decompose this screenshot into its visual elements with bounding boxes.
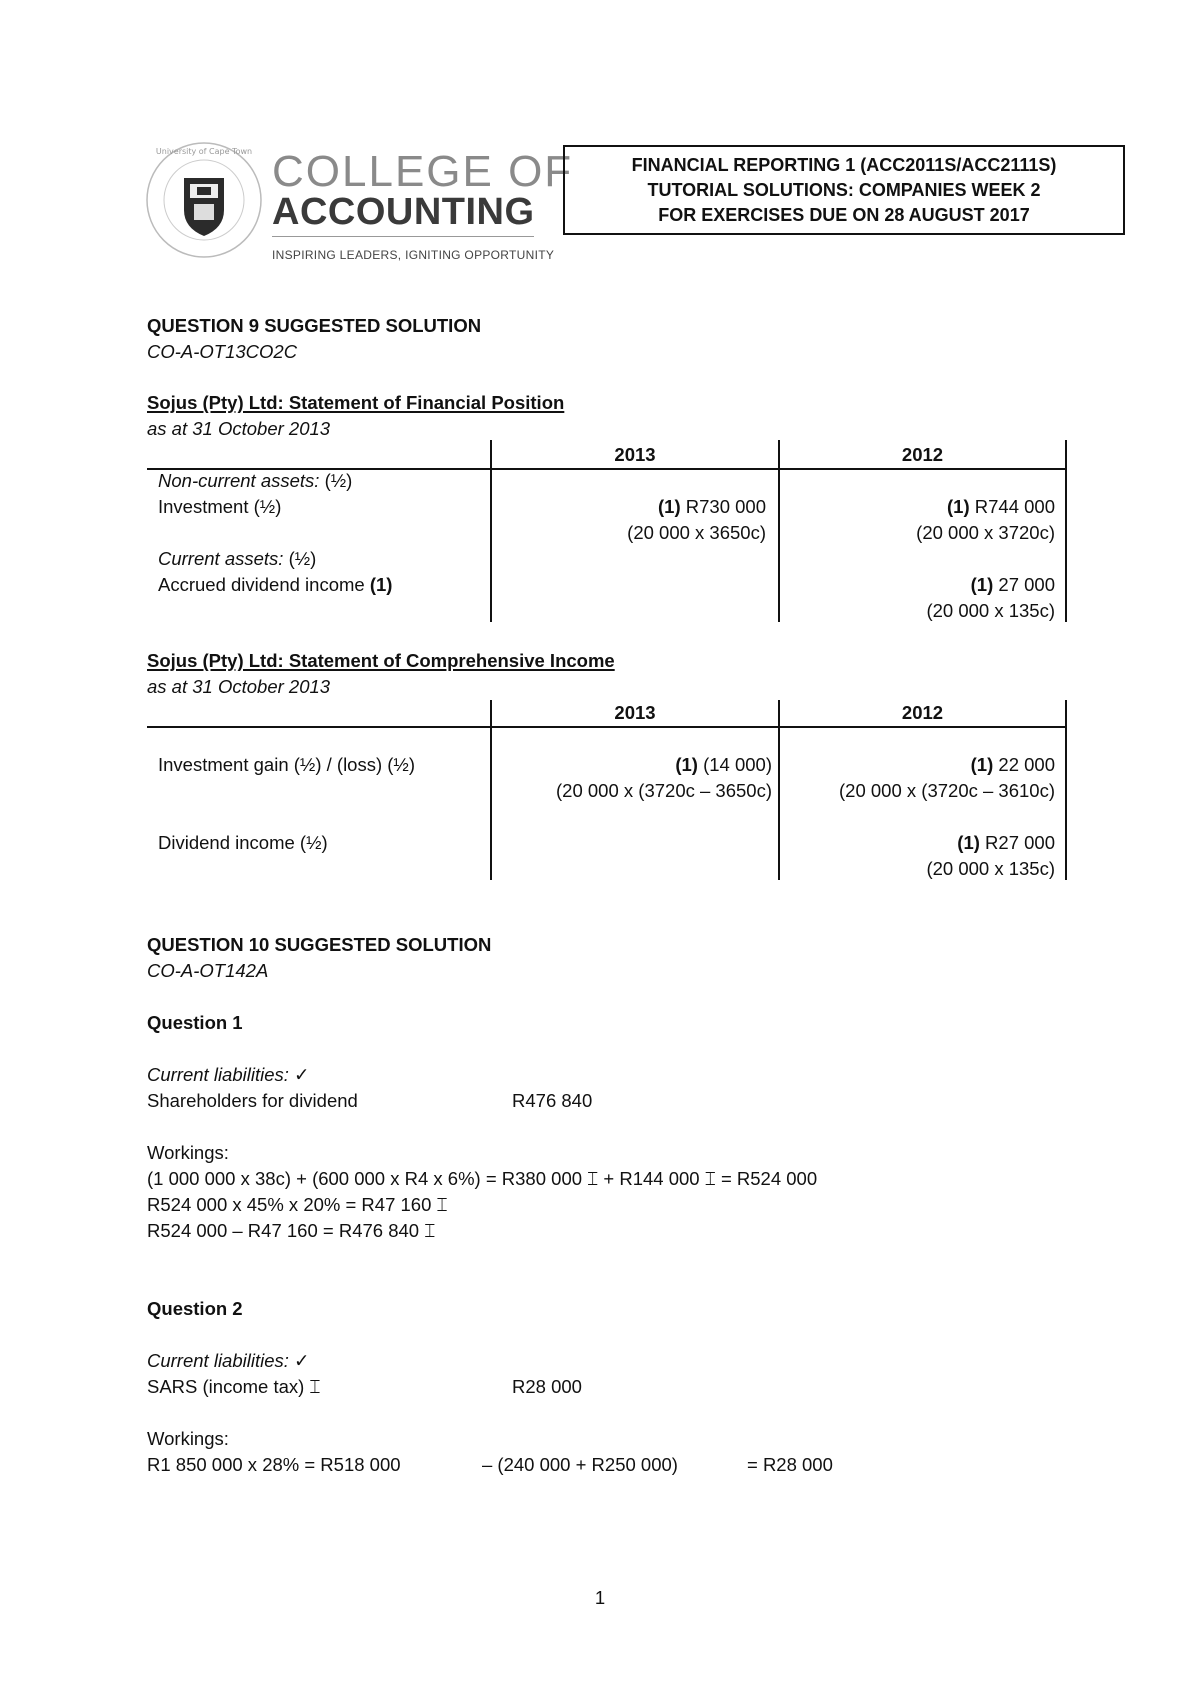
q10-code: CO-A-OT142A (147, 960, 269, 981)
sfp-col-2012: 2012 (901, 444, 944, 465)
sci-div-2012-calc: (20 000 x 135c) (926, 858, 1055, 879)
q10-part2-heading: Question 2 (147, 1298, 243, 1319)
sci-gain-2012-value: 22 000 (998, 754, 1055, 775)
q10-part1-cl-label: Current liabilities: ✓ (147, 1064, 310, 1085)
q10-part2-workings-label: Workings: (147, 1428, 229, 1449)
sfp-accrued-row-label (158, 572, 392, 598)
seal-text: University of Cape Town (155, 147, 253, 156)
header-line-3: FOR EXERCISES DUE ON 28 AUGUST 2017 (658, 204, 1030, 225)
university-seal-logo (144, 140, 264, 260)
sfp-subtitle: as at 31 October 2013 (147, 418, 331, 439)
sci-header-rule (147, 726, 1067, 728)
sfp-inv-2012-value: R744 000 (974, 496, 1055, 517)
sci-div-2012 (780, 830, 1055, 856)
sfp-accrued-2012-value: 27 000 (998, 574, 1055, 595)
q9-code: CO-A-OT13CO2C (147, 341, 298, 362)
q10-part2-working-1a: R1 850 000 x 28% = R518 000 (147, 1454, 401, 1475)
sfp-inv-2012-mark: (1) (947, 496, 970, 517)
sci-gain-2012-mark: (1) (970, 754, 994, 775)
sci-gain-label: Investment gain (½) / (loss) (½) (158, 754, 416, 775)
sfp-nca-label: Non-current assets: (158, 470, 320, 491)
sfp-accrued-2012 (780, 572, 1055, 598)
sfp-investment-label: Investment (158, 496, 249, 517)
sfp-nca-mark: (½) (324, 470, 353, 491)
sci-col-2013: 2013 (614, 702, 656, 723)
sci-col-divider-3 (1065, 700, 1067, 880)
sfp-col-divider-3 (1065, 440, 1067, 622)
sci-gain-2012-calc: (20 000 x (3720c – 3610c) (839, 780, 1055, 801)
sfp-ca-label-row (158, 546, 316, 572)
sfp-accrued-label: Accrued dividend income (158, 574, 365, 595)
sfp-nca-label-row (158, 468, 352, 494)
q10-part1-working-1: (1 000 000 x 38c) + (600 000 x R4 x 6%) = R380 000 ⌶ + R144 000 ⌶ = R524 000 (147, 1168, 818, 1189)
sfp-ca-mark: (½) (288, 548, 317, 569)
q10-part1-working-3: R524 000 – R47 160 = R476 840 ⌶ (147, 1220, 436, 1241)
q10-part2-working-1b: – (240 000 + R250 000) (482, 1454, 678, 1475)
sfp-inv-2013-mark: (1) (658, 496, 681, 517)
q10-part2-cl-label: Current liabilities: ✓ (147, 1350, 310, 1371)
q10-part2-item-value: R28 000 (512, 1376, 582, 1397)
logo-college-text: COLLEGE OF (272, 147, 574, 196)
sfp-accrued-2012-calc: (20 000 x 135c) (926, 600, 1055, 621)
sci-gain-2013-value: (14 000) (703, 754, 772, 775)
sfp-investment-mark: (½) (253, 496, 282, 517)
q10-part1-item-value: R476 840 (512, 1090, 593, 1111)
sci-title: Sojus (Pty) Ltd: Statement of Comprehensive Income (147, 650, 615, 671)
sci-col-2012: 2012 (901, 702, 944, 723)
q10-title: QUESTION 10 SUGGESTED SOLUTION (147, 934, 492, 955)
sfp-title: Sojus (Pty) Ltd: Statement of Financial Position (147, 392, 565, 413)
sci-subtitle: as at 31 October 2013 (147, 676, 331, 697)
q10-part2-working-1c: = R28 000 (747, 1454, 833, 1475)
sci-gain-2013-mark: (1) (675, 754, 698, 775)
q10-part1-workings-label: Workings: (147, 1142, 229, 1163)
sfp-accrued-2012-mark: (1) (970, 574, 994, 595)
sfp-inv-2013 (492, 494, 766, 520)
q10-part1-heading: Question 1 (147, 1012, 243, 1033)
sfp-col-2013: 2013 (614, 444, 656, 465)
sfp-inv-2013-value: R730 000 (685, 496, 766, 517)
sfp-inv-2012-calc: (20 000 x 3720c) (916, 522, 1055, 543)
logo-accounting-text: ACCOUNTING (272, 191, 535, 233)
sfp-inv-2013-calc: (20 000 x 3650c) (627, 522, 766, 543)
sci-div-2012-value: R27 000 (985, 832, 1055, 853)
q10-part1-item-label: Shareholders for dividend (147, 1090, 358, 1111)
sci-gain-2012 (780, 752, 1055, 778)
q9-title: QUESTION 9 SUGGESTED SOLUTION (147, 315, 482, 336)
sci-div-2012-mark: (1) (957, 832, 980, 853)
sfp-ca-label: Current assets: (158, 548, 284, 569)
sfp-accrued-mark: (1) (369, 574, 393, 595)
sci-gain-2013-calc: (20 000 x (3720c – 3650c) (556, 780, 772, 801)
sci-gain-2013 (492, 752, 772, 778)
sci-div-label: Dividend income (½) (158, 832, 328, 853)
document-header-box (563, 145, 1125, 235)
logo-divider (272, 236, 534, 237)
q10-part1-working-2: R524 000 x 45% x 20% = R47 160 ⌶ (147, 1194, 448, 1215)
page-number: 1 (594, 1587, 606, 1608)
q10-part2-item-label: SARS (income tax) ⌶ (147, 1376, 321, 1397)
sfp-investment-row-label (158, 494, 281, 520)
header-line-1: FINANCIAL REPORTING 1 (ACC2011S/ACC2111S) (631, 154, 1057, 175)
sfp-inv-2012 (780, 494, 1055, 520)
logo-tagline: INSPIRING LEADERS, IGNITING OPPORTUNITY (272, 248, 555, 262)
header-line-2: TUTORIAL SOLUTIONS: COMPANIES WEEK 2 (647, 179, 1041, 200)
